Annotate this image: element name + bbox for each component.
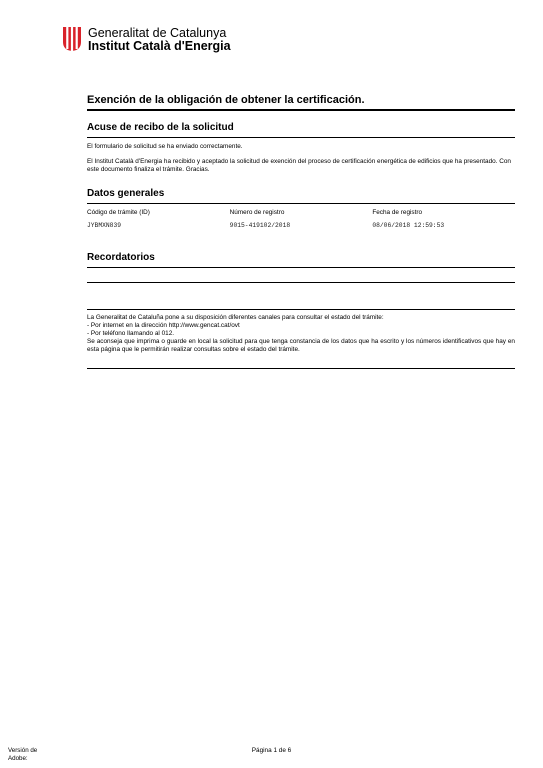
acuse-section-title: Acuse de recibo de la solicitud (87, 122, 234, 133)
datos-divider (87, 203, 515, 204)
document-title: Exención de la obligación de obtener la certificación. (87, 94, 365, 106)
generalitat-logo-icon (62, 26, 82, 52)
acuse-line1: El formulario de solicitud se ha enviado correctamente. (87, 143, 243, 150)
page-number: Página 1 de 6 (251, 747, 292, 754)
field-value-numero: 9015-419102/2018 (229, 222, 291, 229)
footer-version-label: Versión de (8, 747, 38, 754)
recordatorios-section-title: Recordatorios (87, 252, 155, 263)
info-line2: - Por internet en la dirección http://www.gencat.cat/ovt (87, 322, 240, 329)
info-divider (87, 368, 515, 369)
field-value-codigo: JYBMXN839 (87, 222, 122, 229)
org-name-line1: Generalitat de Catalunya (88, 26, 227, 40)
title-divider (87, 109, 515, 111)
org-name-line2: Institut Català d'Energia (88, 39, 231, 53)
info-line4: Se aconseja que imprima o guarde en local la solicitud para que tenga constancia de los datos que ha escrito y los números identificativos que hay en esta página que le permitirán realizar consultas sobre el estado del trámite. (87, 338, 515, 353)
info-line3: - Por teléfono llamando al 012. (87, 330, 175, 337)
field-value-fecha: 08/06/2018 12:59:53 (372, 222, 445, 229)
field-label-numero: Número de registro (229, 209, 285, 216)
recordatorios-box-top (87, 282, 515, 283)
recordatorios-box-bottom (87, 309, 515, 310)
acuse-divider (87, 137, 515, 138)
recordatorios-divider (87, 267, 515, 268)
datos-labels-row (87, 209, 515, 217)
info-line1: La Generalitat de Cataluña pone a su disposición diferentes canales para consultar el estado del trámite: (87, 314, 384, 321)
footer-adobe-label: Adobe: (8, 755, 28, 762)
document-body (87, 94, 515, 369)
field-label-fecha: Fecha de registro (372, 209, 423, 216)
field-label-codigo: Código de trámite (ID) (87, 209, 150, 216)
acuse-line2: El Institut Català d'Energia ha recibido y aceptado la solicitud de exención del proceso de certificación energética de edificios que ha presentado. Con este documento finaliza el trámite. Gracias. (87, 158, 511, 173)
datos-values-row (87, 222, 515, 230)
datos-section-title: Datos generales (87, 188, 165, 199)
